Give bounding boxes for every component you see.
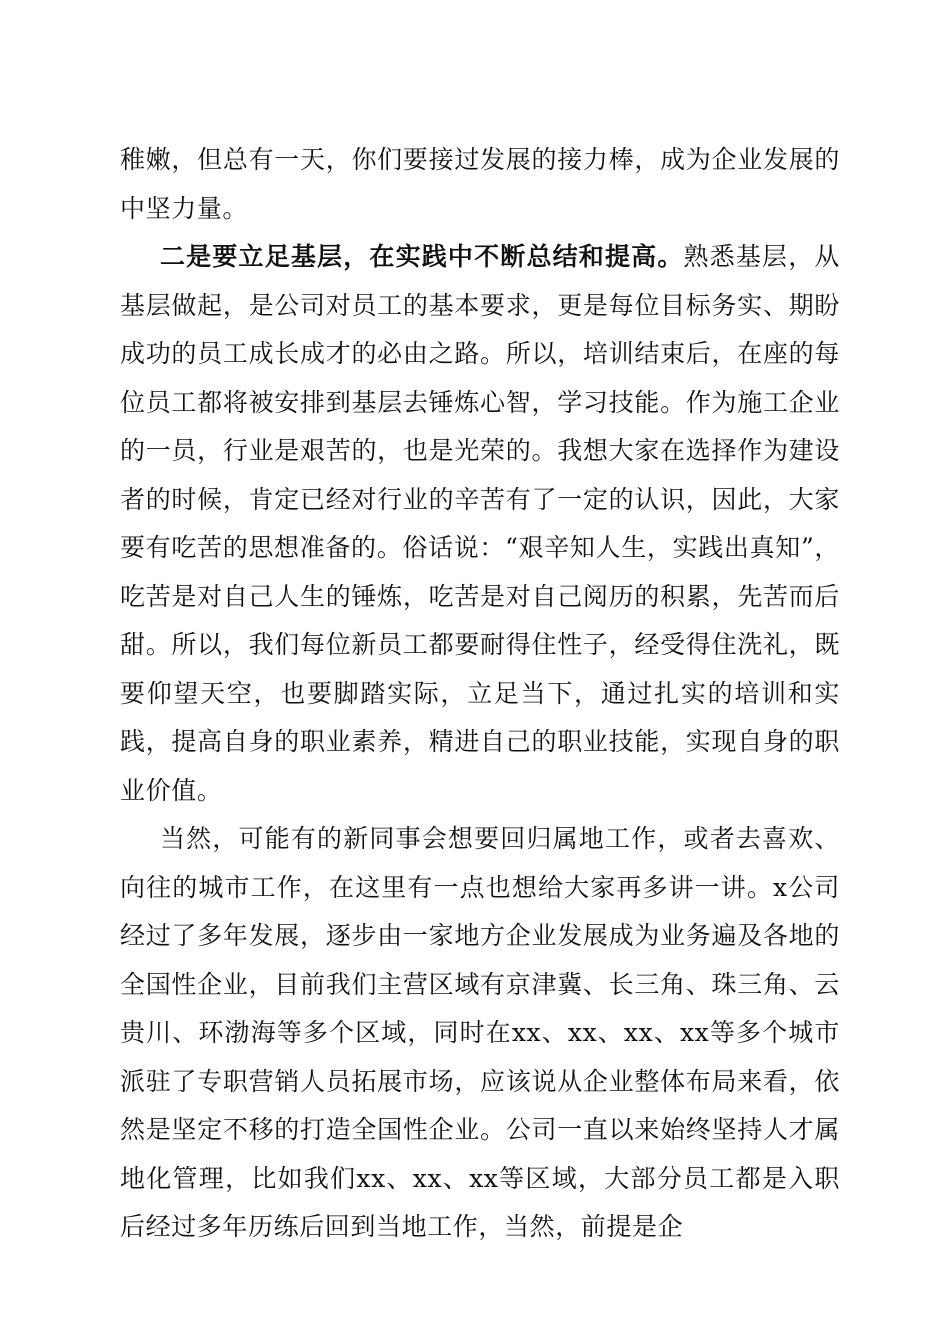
document-body	[120, 136, 840, 1252]
paragraph-continuation	[120, 136, 840, 233]
paragraph-text: 稚嫩，但总有一天，你们要接过发展的接力棒，成为企业发展的中坚力量。	[120, 145, 840, 223]
paragraph-lead: 二是要立足基层，在实践中不断总结和提高。	[160, 242, 684, 271]
paragraph-regional-work	[120, 815, 840, 1252]
paragraph-text: 当然，可能有的新同事会想要回归属地工作，或者去喜欢、向往的城市工作，在这里有一点也想给大家再多讲一讲。x公司经过了多年发展，逐步由一家地方企业发展成为业务遍及各地的全国性企业，目前我们主营区域有京津冀、长三角、珠三角、云贵川、环渤海等多个区域，同时在xx、xx、xx、xx等多个城市派驻了专职营销人员拓展市场，应该说从企业整体布局来看，依然是坚定不移的打造全国性企业。公司一直以来始终坚持人才属地化管理，比如我们xx、xx、xx等区域，大部分员工都是入职后经过多年历练后回到当地工作，当然，前提是企	[120, 824, 840, 1241]
paragraph-text: 熟悉基层，从基层做起，是公司对员工的基本要求，更是每位目标务实、期盼成功的员工成长成才的必由之路。所以，培训结束后，在座的每位员工都将被安排到基层去锤炼心智，学习技能。作为施工企业的一员，行业是艰苦的，也是光荣的。我想大家在选择作为建设者的时候，肯定已经对行业的辛苦有了一定的认识，因此，大家要有吃苦的思想准备的。俗话说：“艰辛知人生，实践出真知”，吃苦是对自己人生的锤炼，吃苦是对自己阅历的积累，先苦而后甜。所以，我们每位新员工都要耐得住性子，经受得住洗礼，既要仰望天空，也要脚踏实际，立足当下，通过扎实的培训和实践，提高自身的职业素养，精进自己的职业技能，实现自身的职业价值。	[120, 242, 840, 805]
paragraph-grassroots	[120, 233, 840, 815]
